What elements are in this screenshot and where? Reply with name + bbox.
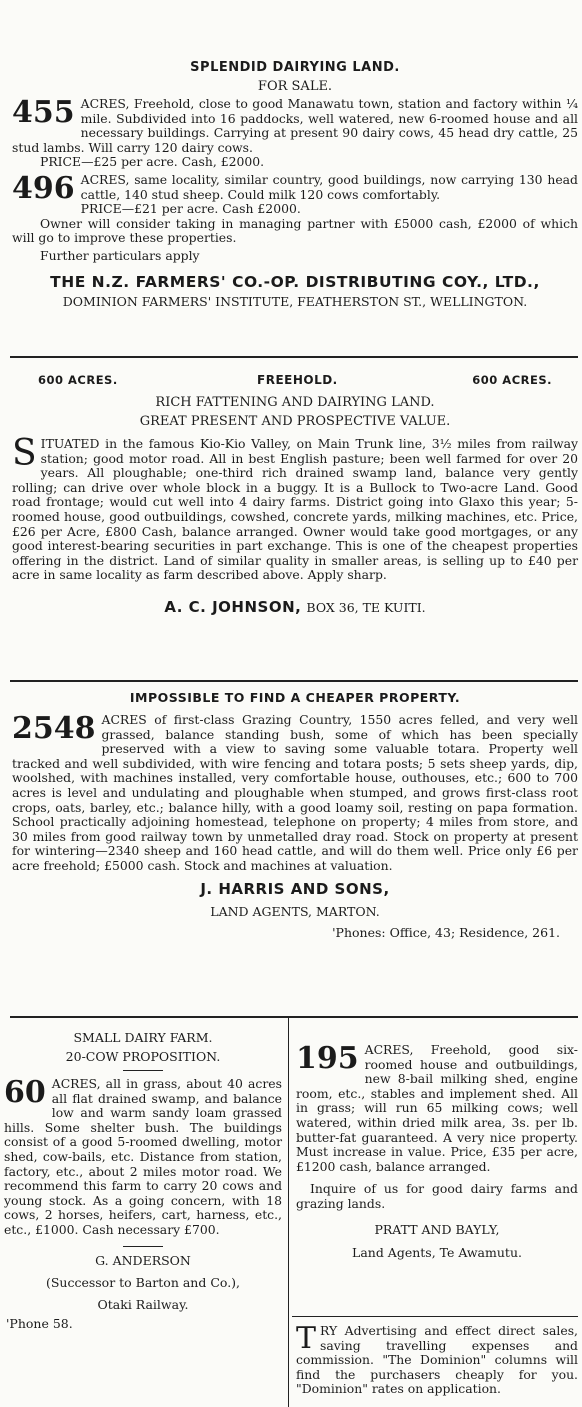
ad4-successor: (Successor to Barton and Co.), [45, 1274, 241, 1290]
ad4-divider-2 [123, 1246, 163, 1247]
ad4-agent: G. ANDERSON [95, 1252, 191, 1268]
ad3-number: 2548 [12, 711, 96, 746]
ad3-agent: J. HARRIS AND SONS, [200, 879, 390, 898]
ad4-phone: 'Phone 58. [6, 1315, 73, 1331]
ad5-number: 195 [296, 1041, 359, 1076]
ad-195-acres [296, 1043, 578, 1260]
ad4-body: ACRES, all in grass, about 40 acres all flat drained swamp, and balance low and warm sandy loam grassed hills. Some shelter bush. The buildings consist of a good 5-roomed dwelling, motor shed, cow-bails, etc. Distance from station, factory, etc., about 2 miles motor road. We recommend this farm to carry 20 cows and young stock. As a going concern, with 18 cows, 2 horses, heifers, cart, harness, etc., etc., £1000. Cash necessary £700. [4, 1076, 282, 1237]
ad1-further: Further particulars apply [40, 247, 200, 263]
ad2-body: ITUATED in the famous Kio-Kio Valley, on Main Trunk line, 3½ miles from railway station; good motor road. All in best English pasture; been well farmed for over 20 years. All ploughable; one-third rich drained swamp land, balance very gently rolling; can drive over whole block in a buggy. It is a Bullock to Two-acre Land. Good road frontage; would cut well into 4 dairy farms. District going into Glaxo this year; 5-roomed house, good outbuildings, cowshed, concrete yards, milking machines, etc. Price, £26 per Acre, £800 Cash, balance arranged. Owner would take good mortgages, or any good interest-bearing securities in part exchange. This is one of the cheapest properties offering in the district. Land of similar quality in smaller areas, is selling up to £40 per acre in same locality as farm described above. Apply sharp. [12, 436, 578, 583]
ad4-heading1: SMALL DAIRY FARM. [73, 1030, 213, 1045]
ad1-lot2-price: PRICE—£21 per acre. Cash £2000. [80, 201, 301, 217]
ad2-heading2: GREAT PRESENT AND PROSPECTIVE VALUE. [139, 414, 451, 429]
ad2-acres-left: 600 ACRES. [38, 373, 118, 387]
rule-3 [10, 1016, 578, 1018]
ad4-location: Otaki Railway. [97, 1296, 189, 1312]
ad1-lot2-number: 496 [12, 170, 75, 206]
ad2-agent-address: BOX 36, TE KUITI. [306, 599, 426, 615]
ad1-address: DOMINION FARMERS' INSTITUTE, FEATHERSTON ST., WELLINGTON. [62, 293, 528, 309]
ad-rich-fattening [12, 373, 578, 616]
ad-small-dairy-farm [4, 1030, 282, 1331]
ad5-body: ACRES, Freehold, good six-roomed house and outbuildings, new 8-bail milking shed, engine room, etc., stables and implement shed. All in grass; will run 65 milking cows; well watered, within dried milk area, 3s. per lb. butter-fat guaranteed. A very nice property. Must increase in value. Price, £35 per acre, £1200 cash, balance arranged. [296, 1042, 578, 1174]
ad1-company: THE N.Z. FARMERS' CO.-OP. DISTRIBUTING COY., LTD., [50, 272, 540, 291]
rule-4 [292, 1316, 578, 1317]
ad1-lot1-price: PRICE—£25 per acre. Cash, £2000. [40, 154, 265, 170]
ad1-heading: SPLENDID DAIRYING LAND. [190, 60, 400, 75]
ad3-heading: IMPOSSIBLE TO FIND A CHEAPER PROPERTY. [129, 690, 461, 705]
ad2-dropcap: S [12, 433, 37, 474]
ad2-acres-right: 600 ACRES. [472, 373, 552, 387]
ad1-lot2-note: Owner will consider taking in managing partner with £5000 cash, £2000 of which will go to improve these properties. [12, 215, 578, 246]
ad1-subheading: FOR SALE. [257, 79, 333, 94]
ad1-lot1-number: 455 [12, 95, 75, 130]
ad6-dropcap: T [296, 1321, 317, 1356]
ad-splendid-dairying [12, 60, 578, 309]
ad1-lot1-text: ACRES, Freehold, close to good Manawatu town, station and factory within ¼ mile. Subdivided into 16 paddocks, well watered, new 6-roomed house and all necessary buildings. Carrying at present 90 dairy cows, 45 head dry cattle, 25 stud lambs. Will carry 120 dairy cows. [12, 96, 578, 155]
ad2-heading1: RICH FATTENING AND DAIRYING LAND. [155, 395, 435, 410]
ad4-heading2: 20-COW PROPOSITION. [65, 1049, 221, 1064]
ad5-agent: PRATT AND BAYLY, [374, 1221, 500, 1237]
column-divider [288, 1018, 289, 1407]
ad2-freehold: FREEHOLD. [257, 373, 338, 387]
ad3-body: ACRES of first-class Grazing Country, 1550 acres felled, and very well grassed, balance standing bush, some of which has been specially preserved with a view to saving some valuable totara. Property well tracked and well subdivided, with wire fencing and totara posts; 5 sets sheep yards, dip, woolshed, with machines installed, very comfortable house, outhouses, etc.; 600 to 700 acres is level and undulating and ploughable when stumped, and grows first-class root crops, oats, barley, etc.; balance hilly, with a good loamy soil, resting on papa formation. School practically adjoining homestead, telephone on property; 4 miles from store, and 30 miles from good railway town by unmetalled dray road. Stock on property at present for wintering—2340 sheep and 160 head cattle, and will do them well. Price only £6 per acre freehold; £5000 cash. Stock and machines at valuation. [12, 712, 578, 873]
rule-1 [10, 356, 578, 358]
ad4-number: 60 [4, 1075, 46, 1110]
ad5-inquire: Inquire of us for good dairy farms and grazing lands. [296, 1181, 578, 1211]
ad3-phones: 'Phones: Office, 43; Residence, 261. [332, 924, 560, 940]
ad1-lot2-text: ACRES, same locality, similar country, good buildings, now carrying 130 head cattle, 140 stud sheep. Could milk 120 cows comfortably. [80, 171, 578, 202]
ad-try-advertising [296, 1321, 578, 1397]
ad5-agent-sub: Land Agents, Te Awamutu. [352, 1244, 522, 1260]
ad6-body: RY Advertising and effect direct sales, saving travelling expenses and commission. "The Dominion" columns will find the purchasers cheaply for you. "Dominion" rates on application. [296, 1323, 578, 1397]
ad3-agent-sub: LAND AGENTS, MARTON. [210, 903, 380, 919]
ad2-agent: A. C. JOHNSON, [164, 597, 302, 616]
ad4-divider [123, 1070, 163, 1071]
ad-impossible-cheaper [12, 690, 578, 940]
rule-2 [10, 680, 578, 682]
